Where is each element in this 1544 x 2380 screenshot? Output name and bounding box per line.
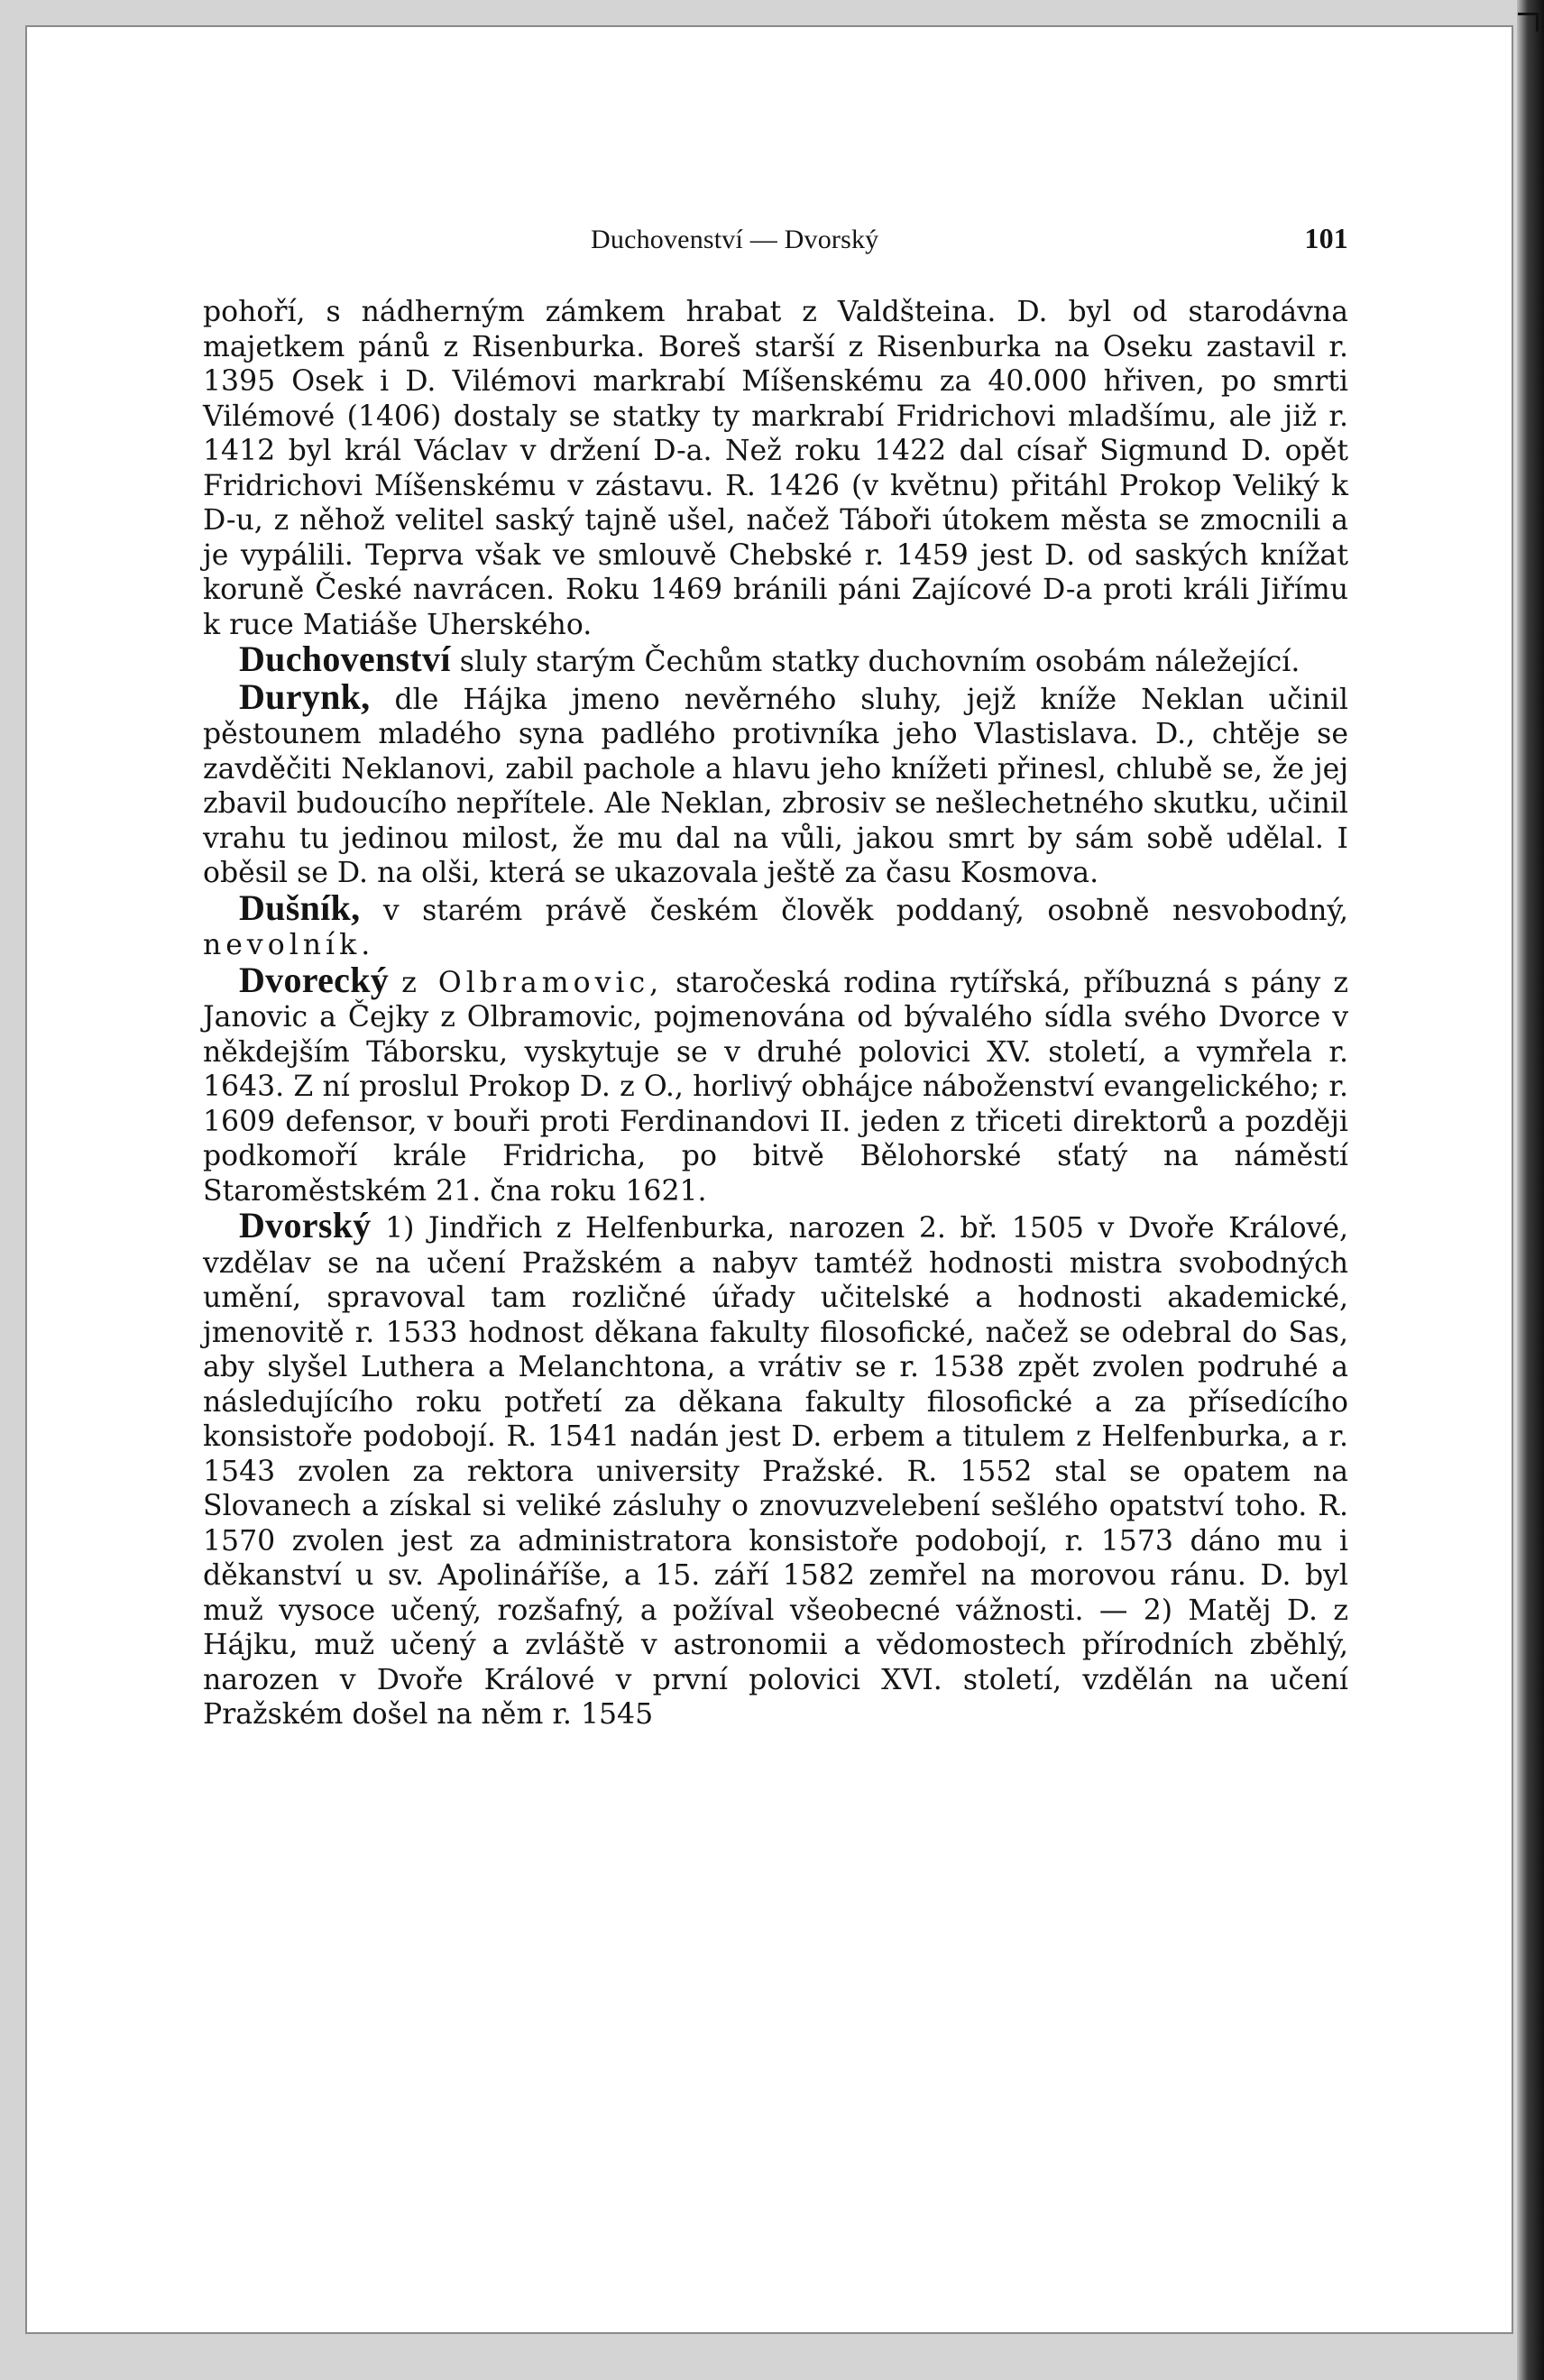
entry-text: pohoří, s nádherným zámkem hrabat z Valdšteina. D. byl od starodávna majetkem pánů z Risenburka. Boreš starší z Risenburka na Oseku zastavil r. 1395 Osek i D. Vilémovi markrabí Míšenskému za 40.000 hřiven, po smrti Vilémové (1406) dostaly se statky ty markrabí Fridrichovi mladšímu, ale již r. 1412 byl král Václav v držení D-a. Než roku 1422 dal císař Sigmund D. opět Fridrichovi Míšenskému v zástavu. R. 1426 (v květnu) přitáhl Prokop Veliký k D-u, z něhož velitel saský tajně ušel, načež Táboři útokem města se zmocnili a je vypálili. Teprva však ve smlouvě Chebské r. 1459 jest D. od saských knížat koruně České navrácen. Roku 1469 bránili páni Zajícové D-a proti králi Jiřímu k ruce Matiáše Uherského.	[203, 296, 1348, 641]
spaced-term: z Olbramovic,	[401, 966, 664, 999]
entry-dusnik	[203, 887, 1349, 963]
headword: Dušník,	[239, 887, 361, 928]
entry-text: 1) Jindřich z Helfenburka, narozen 2. bř. 1505 v Dvoře Králové, vzdělav se na učení Pražském a nabyv tamtéž hodnosti mistra svobodných umění, spravoval tam rozličné úřady učitelské a hodnosti akademické, jmenovitě r. 1533 hodnost děkana fakulty filosofické, načež se odebral do Sas, aby slyšel Luthera a Melanchtona, a vrátiv se r. 1538 zpět zvolen podruhé a následujícího roku potřetí za děkana fakulty filosofické a za přísedícího konsistoře podobojí. R. 1541 nadán jest D. erbem a titulem z Helfenburka, a r. 1543 zvolen za rektora university Pražské. R. 1552 stal se opatem na Slovanech a získal si veliké zásluhy o znovuzvelebení sešlého opatství toho. R. 1570 zvolen jest za administratora konsistoře podobojí, r. 1573 dáno mu i děkanství u sv. Apolináříše, a 15. září 1582 zemřel na morovou ránu. D. byl muž vysoce učený, rozšafný, a požíval všeobecné vážnosti. — 2) Matěj D. z Hájku, muž učený a zvláště v astronomii a vědomostech přírodních zběhlý, narozen v Dvoře Králové v první polovici XVI. století, vzdělán na učení Pražském došel na něm r. 1545	[203, 1212, 1348, 1731]
entry-continuation	[203, 295, 1348, 642]
headword: Dvorecký	[239, 959, 390, 1000]
entry-text: sluly starým Čechům statky duchovním osobám náležející.	[459, 646, 1300, 678]
headword: Duchovenství	[239, 639, 451, 679]
page-number: 101	[1304, 222, 1348, 254]
text-block	[203, 222, 1348, 1732]
entry-text: staročeská rodina rytířská, příbuzná s pány z Janovic a Čejky z Olbramovic, pojmenována od bývalého sídla svého Dvorce v někdejším Táborsku, vyskytuje se v druhé polovici XV. století, a vymřela r. 1643. Z ní proslul Prokop D. z O., horlivý obhájce náboženství evangelického; r. 1609 defensor, v bouři proti Ferdinandovi II. jeden z třiceti direktorů a později podkomoří krále Fridricha, po bitvě Bělohorské sťatý na náměstí Staroměstském 21. čna roku 1621.	[203, 966, 1349, 1208]
scan-edge-shadow	[1517, 0, 1544, 2380]
entry-duchovenstvi	[203, 639, 1348, 680]
headword: Dvorský	[239, 1205, 372, 1245]
entry-dvorecky	[203, 959, 1349, 1209]
headword: Durynk,	[239, 675, 371, 717]
running-head-title: Duchovenství — Dvorský	[591, 225, 879, 254]
entry-durynk	[203, 675, 1348, 891]
book-page	[25, 25, 1513, 2334]
entry-dvorsky	[203, 1205, 1348, 1732]
spaced-term: nevolník.	[203, 929, 375, 961]
corner-mark	[1518, 13, 1539, 32]
entry-text: v starém právě českém člověk poddaný, osobně nesvobodný,	[382, 894, 1349, 927]
entry-text: dle Hájka jmeno nevěrného sluhy, jejž kníže Neklan učinil pěstounem mladého syna padlého protivníka jeho Vlastislava. D., chtěje se zavděčiti Neklanovi, zabil pachole a hlavu jeho knížeti přinesl, chlubě se, že jej zbavil budoucího nepřítele. Ale Neklan, zbrosiv se nešlechetného skutku, učinil vrahu tu jedinou milost, že mu dal na vůli, jakou smrt by sám sobě udělal. I oběsil se D. na olši, která se ukazovala ještě za času Kosmova.	[203, 683, 1348, 889]
running-head	[203, 222, 1348, 255]
